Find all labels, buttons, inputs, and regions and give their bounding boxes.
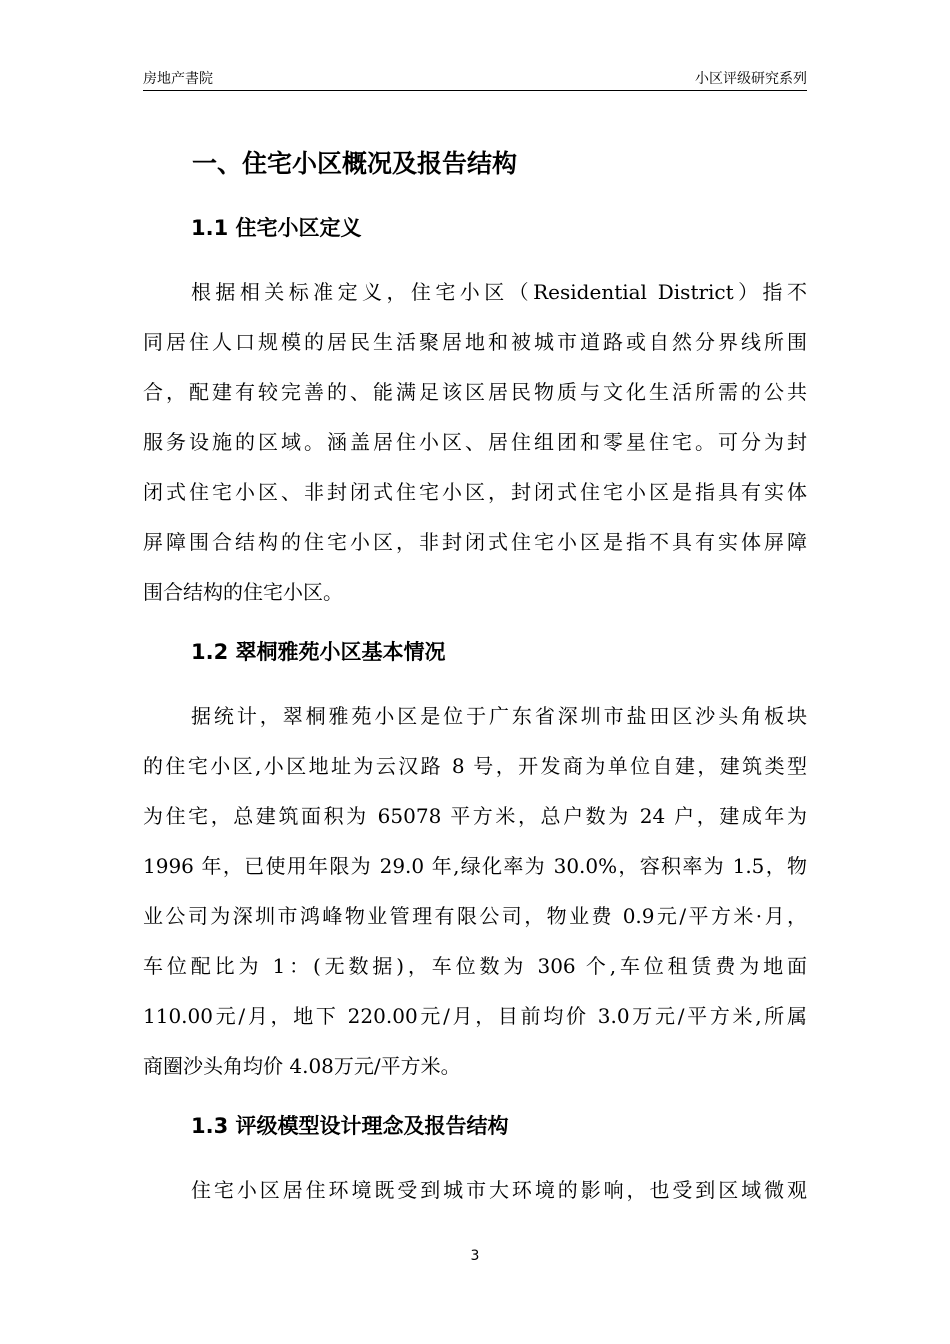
paragraph-line: 的住宅小区,小区地址为云汉路 8 号，开发商为单位自建，建筑类型 [143,754,807,778]
paragraph-line: 住宅小区居住环境既受到城市大环境的影响，也受到区域微观 [191,1178,807,1202]
paragraph-line: 围合结构的住宅小区。 [143,580,343,604]
paragraph-line: 合，配建有较完善的、能满足该区居民物质与文化生活所需的公共 [143,380,807,404]
paragraph-line: 据统计，翠桐雅苑小区是位于广东省深圳市盐田区沙头角板块 [191,704,807,728]
header-right-text: 小区评级研究系列 [695,71,807,87]
paragraph-line: 闭式住宅小区、非封闭式住宅小区，封闭式住宅小区是指具有实体 [143,480,807,504]
paragraph-line: 商圈沙头角均价 4.08万元/平方米。 [143,1054,461,1078]
paragraph-line: 1996 年，已使用年限为 29.0 年,绿化率为 30.0%，容积率为 1.5，物 [143,854,807,878]
header-left-text: 房地产書院 [143,71,213,87]
paragraph-line: 车位配比为 1：(无数据)，车位数为 306 个,车位租赁费为地面 [143,954,807,978]
paragraph-line: 服务设施的区域。涵盖居住小区、居住组团和零星住宅。可分为封 [143,430,807,454]
paragraph-line: 为住宅，总建筑面积为 65078 平方米，总户数为 24 户，建成年为 [143,804,807,828]
chapter-heading: 一、住宅小区概况及报告结构 [192,149,518,178]
section-heading-1-2: 1.2 翠桐雅苑小区基本情况 [191,640,446,664]
paragraph-line: 屏障围合结构的住宅小区，非封闭式住宅小区是指不具有实体屏障 [143,530,807,554]
page-number: 3 [470,1248,480,1264]
paragraph-line: 业公司为深圳市鸿峰物业管理有限公司，物业费 0.9元/平方米·月， [143,904,807,928]
page-header [143,66,807,91]
paragraph-line: 同居住人口规模的居民生活聚居地和被城市道路或自然分界线所围 [143,330,807,354]
paragraph-line: 110.00元/月，地下 220.00元/月，目前均价 3.0万元/平方米,所属 [143,1004,807,1028]
section-heading-1-1: 1.1 住宅小区定义 [191,216,362,240]
paragraph-line: 根据相关标准定义，住宅小区（Residential District）指不 [191,280,807,304]
section-heading-1-3: 1.3 评级模型设计理念及报告结构 [191,1114,509,1138]
